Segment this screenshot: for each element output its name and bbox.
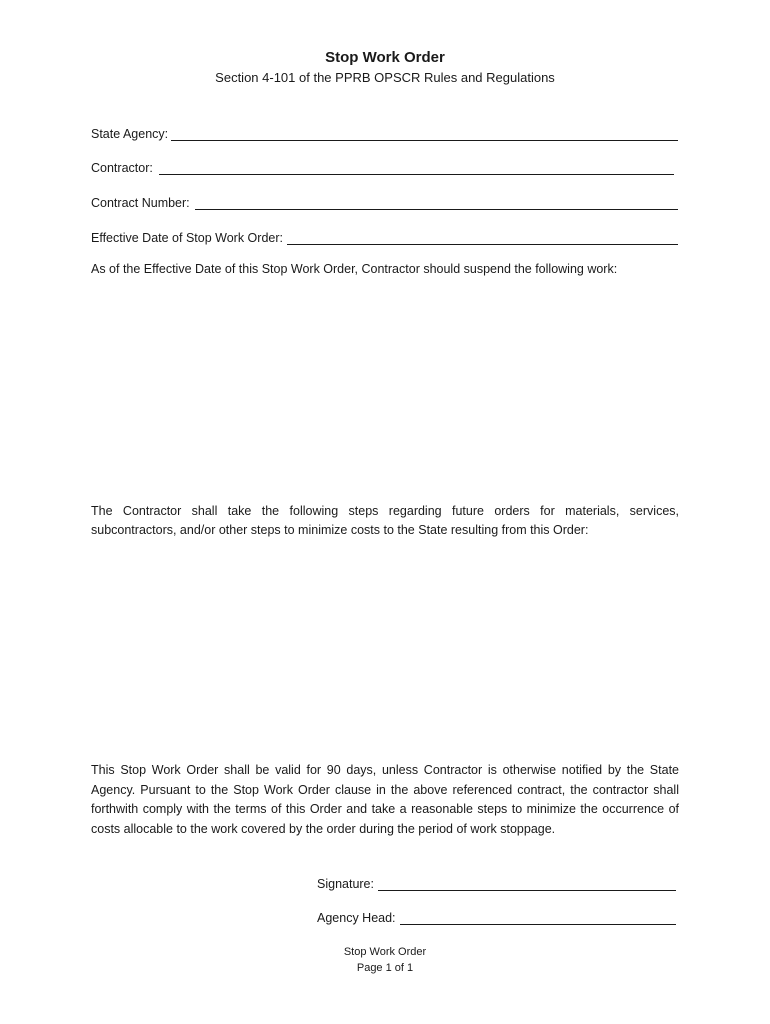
- document-title: Stop Work Order: [325, 49, 445, 66]
- signature-field[interactable]: [317, 873, 676, 891]
- validity-statement: This Stop Work Order shall be valid for 90 days, unless Contractor is otherwise notified by the State Agency. Pursuant to the Stop Work Order clause in the above referenced contract, the contractor shall forthwith comply with the terms of this Order and take a reasonable steps to minimize the occurrence of costs allocable to the work covered by the order during the period of work stoppage.: [91, 763, 679, 836]
- effective-date-blank-line[interactable]: [287, 230, 678, 245]
- effective-date-label: Effective Date of Stop Work Order:: [91, 231, 283, 245]
- contract-number-field[interactable]: [91, 192, 678, 210]
- contract-number-label: Contract Number:: [91, 196, 190, 210]
- contractor-field[interactable]: [91, 157, 674, 175]
- steps-statement: The Contractor shall take the following steps regarding future orders for materials, services, subcontractors, and/or other steps to minimize costs to the State resulting from this Order:: [91, 504, 679, 537]
- state-agency-label: State Agency:: [91, 127, 169, 141]
- signature-label: Signature:: [317, 877, 374, 891]
- agency-head-field[interactable]: [317, 907, 676, 925]
- contract-number-blank-line[interactable]: [195, 195, 678, 210]
- contractor-blank-line[interactable]: [159, 160, 674, 175]
- agency-head-blank-line[interactable]: [400, 910, 676, 925]
- contractor-label: Contractor:: [91, 161, 153, 175]
- effective-date-field[interactable]: [91, 227, 678, 245]
- state-agency-blank-line[interactable]: [171, 126, 678, 141]
- suspend-statement: As of the Effective Date of this Stop Work Order, Contractor should suspend the following work:: [91, 262, 618, 276]
- document-subtitle: Section 4-101 of the PPRB OPSCR Rules and Regulations: [215, 70, 555, 85]
- signature-blank-line[interactable]: [378, 876, 676, 891]
- state-agency-field[interactable]: [91, 123, 678, 141]
- footer-title: Stop Work Order: [343, 946, 427, 958]
- agency-head-label: Agency Head:: [317, 911, 396, 925]
- footer-page-number: Page 1 of 1: [356, 962, 414, 974]
